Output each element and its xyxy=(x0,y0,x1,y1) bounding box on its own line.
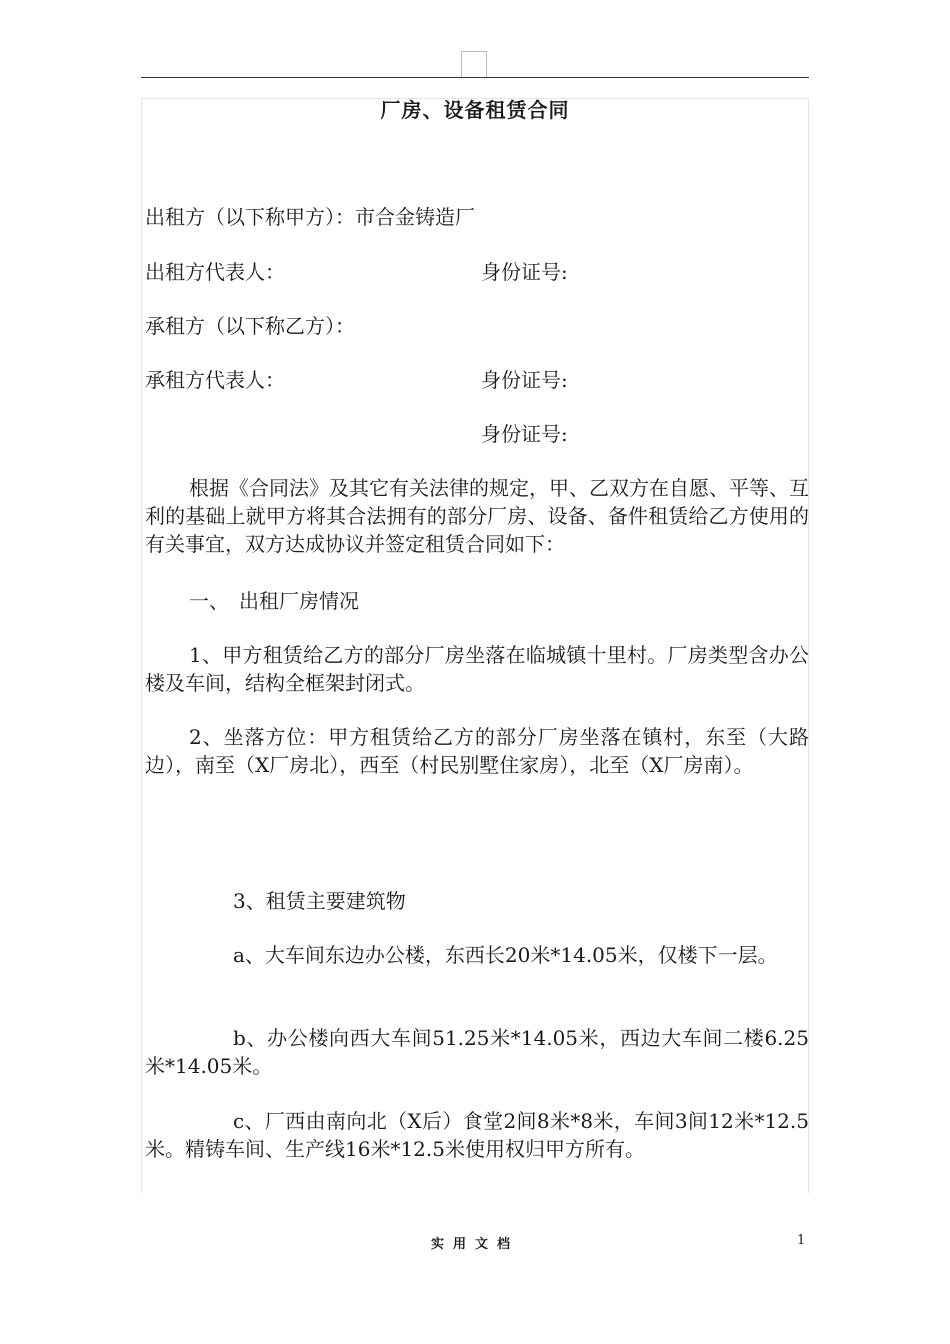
lessor-representative-label: 出租方代表人： xyxy=(145,260,285,284)
item1-paragraph: 1、甲方租赁给乙方的部分厂房坐落在临城镇十里村。厂房类型含办公楼及车间，结构全框架封闭式。 xyxy=(145,643,809,695)
item3a-paragraph: a、大车间东边办公楼，东西长20米*14.05米，仅楼下一层。 xyxy=(233,943,778,967)
header-box xyxy=(461,51,487,77)
item3-heading: 3、租赁主要建筑物 xyxy=(233,889,406,913)
extra-id-label: 身份证号: xyxy=(481,422,568,446)
lessor-line: 出租方（以下称甲方）：市合金铸造厂 xyxy=(145,205,475,229)
lessee-line: 承租方（以下称乙方）： xyxy=(145,314,355,338)
page-frame-left xyxy=(141,98,142,1193)
page-number: 1 xyxy=(797,1233,806,1248)
section1-heading: 一、 出租厂房情况 xyxy=(189,589,359,613)
lessor-id-label: 身份证号: xyxy=(481,260,568,284)
footer-text: 实用文档 xyxy=(430,1237,519,1252)
item3c-paragraph: c、厂西由南向北（X后）食堂2间8米*8米，车间3间12米*12.5米。精铸车间、生产线16米*12.5米使用权归甲方所有。 xyxy=(145,1109,809,1161)
lessee-representative-label: 承租方代表人： xyxy=(145,368,285,392)
intro-paragraph: 根据《合同法》及其它有关法律的规定，甲、乙双方在自愿、平等、互利的基础上就甲方将其合法拥有的部分厂房、设备、备件租赁给乙方使用的有关事宜，双方达成协议并签定租赁合同如下： xyxy=(145,476,809,556)
document-title: 厂房、设备租赁合同 xyxy=(380,98,570,122)
item3b-paragraph: b、办公楼向西大车间51.25米*14.05米，西边大车间二楼6.25米*14.05米。 xyxy=(145,1026,809,1078)
item2-paragraph: 2、坐落方位：甲方租赁给乙方的部分厂房坐落在镇村，东至（大路边），南至（X厂房北），西至（村民别墅住家房），北至（X厂房南）。 xyxy=(145,725,809,777)
header-rule xyxy=(141,77,809,78)
lessee-id-label: 身份证号: xyxy=(481,368,568,392)
